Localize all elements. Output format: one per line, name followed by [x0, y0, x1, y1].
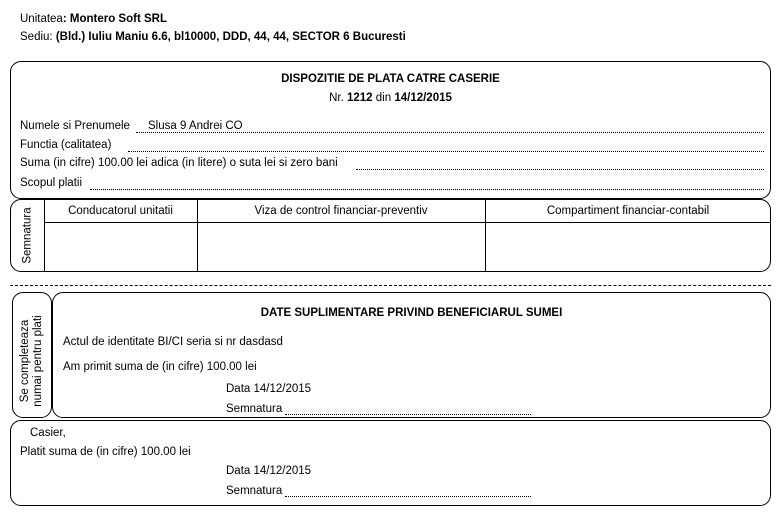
- address-line: [20, 31, 406, 43]
- purpose-dotted-line: [90, 189, 764, 190]
- signatures-side-label: Semnatura: [21, 207, 34, 264]
- address-label: Sediu:: [20, 31, 56, 43]
- unit-value: : Montero Soft SRL: [62, 13, 167, 25]
- function-label: Functia (calitatea): [20, 139, 112, 151]
- side-label-line2: numai pentru plati: [32, 315, 44, 407]
- function-dotted-line: [128, 151, 764, 152]
- id-document-line: Actul de identitate BI/CI seria si nr dasdasd: [63, 336, 283, 348]
- side-label-line1: Se completeaza: [19, 319, 31, 403]
- document-number-line: [10, 92, 771, 104]
- signature-col-accounting: Compartiment financiar-contabil: [546, 205, 710, 217]
- cashier-date: Data 14/12/2015: [226, 465, 312, 477]
- supplementary-signature-line: [285, 414, 531, 415]
- document-date: 14/12/2015: [394, 92, 452, 104]
- purpose-label: Scopul platii: [20, 177, 83, 189]
- signature-col-director: Conducatorul unitatii: [68, 205, 173, 217]
- amount-dotted-line: [356, 169, 764, 170]
- unit-line: [20, 13, 167, 25]
- name-value: Slusa 9 Andrei CO: [148, 120, 243, 132]
- signature-col-financial-control: Viza de control financiar-preventiv: [254, 205, 428, 217]
- cashier-label: Casier,: [30, 427, 66, 439]
- document-number: 1212: [346, 92, 373, 104]
- dashed-separator: [10, 285, 771, 286]
- amount-line: Suma (in cifre) 100.00 lei adica (in litere) o suta lei si zero bani: [20, 157, 338, 169]
- supplementary-date: Data 14/12/2015: [226, 383, 312, 395]
- cashier-panel: [10, 420, 771, 506]
- name-label: Numele si Prenumele: [20, 120, 130, 132]
- unit-label: Unitatea: [20, 13, 63, 25]
- cashier-signature-label: Semnatura: [226, 485, 283, 497]
- supplementary-signature-label: Semnatura: [226, 403, 283, 415]
- from-label: din: [372, 92, 395, 104]
- nr-label: Nr.: [329, 92, 347, 104]
- cashier-signature-line: [285, 496, 531, 497]
- address-value: (Bld.) Iuliu Maniu 6.6, bl10000, DDD, 44, 44, SECTOR 6 Bucuresti: [55, 31, 406, 43]
- document-title: DISPOZITIE DE PLATA CATRE CASERIE: [281, 73, 500, 85]
- received-amount-line: Am primit suma de (in cifre) 100.00 lei: [63, 361, 257, 373]
- supplementary-side-label: [19, 299, 45, 423]
- name-dotted-line: [136, 132, 764, 133]
- signatures-header-divider: [44, 222, 771, 223]
- paid-amount-line: Platit suma de (in cifre) 100.00 lei: [20, 446, 191, 458]
- supplementary-title: DATE SUPLIMENTARE PRIVIND BENEFICIARUL SUMEI: [260, 307, 563, 319]
